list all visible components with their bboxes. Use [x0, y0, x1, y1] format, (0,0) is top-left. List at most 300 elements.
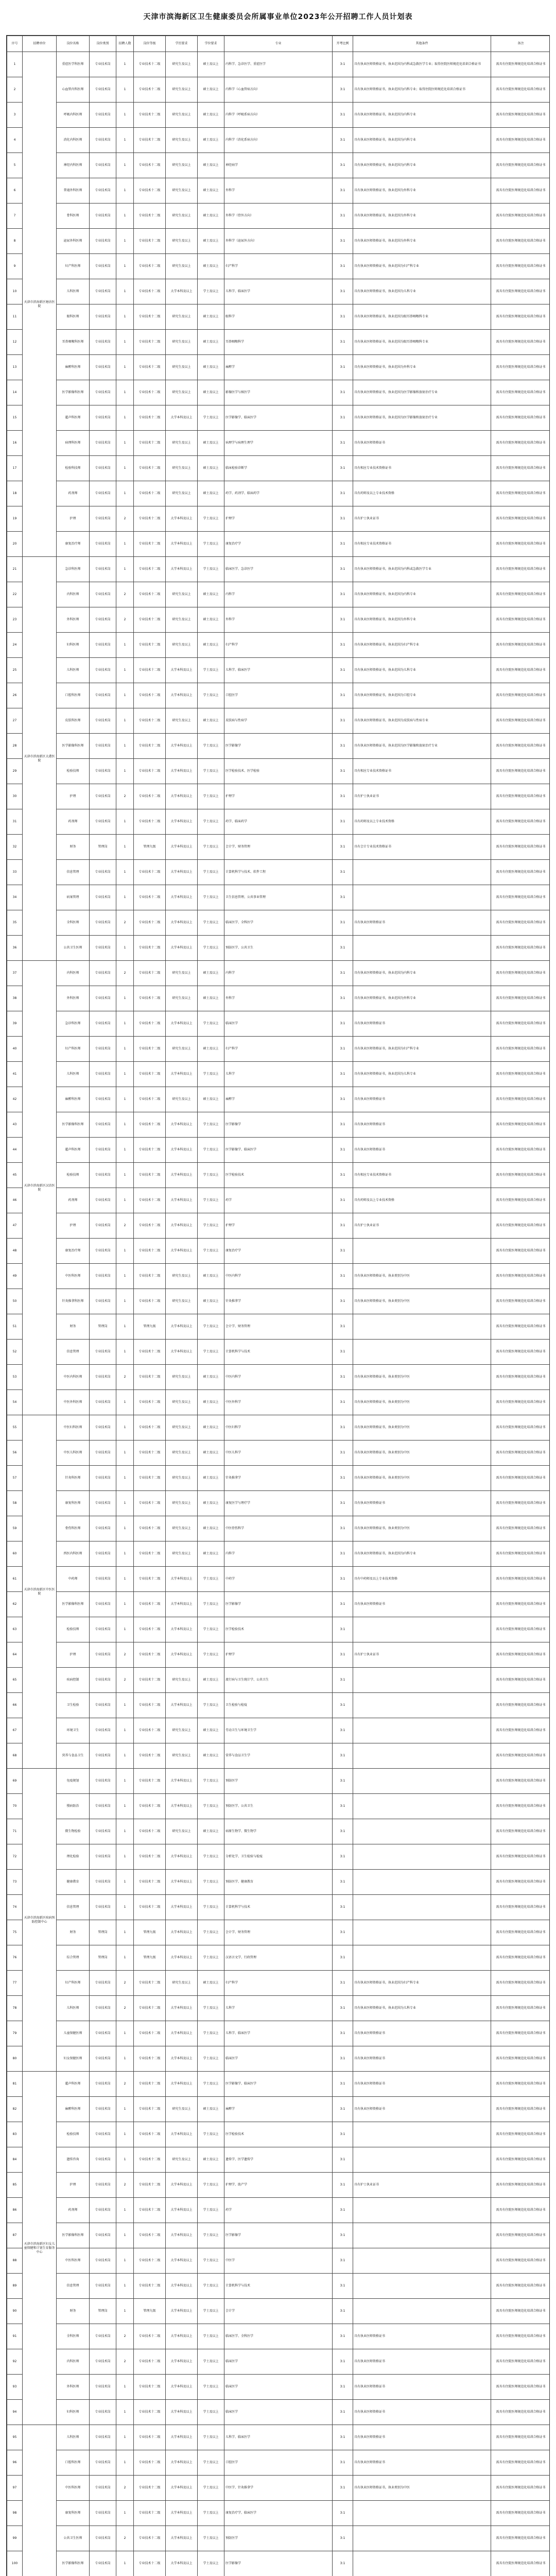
post-type-cell: 专业技术岗 [90, 1491, 116, 1516]
exam-ratio-cell: 3:1 [333, 683, 353, 708]
conditions-cell [353, 2147, 491, 2173]
post-name-cell: 检验技师 [57, 2122, 90, 2147]
row-number-cell: 20 [7, 532, 23, 557]
exam-ratio-cell: 3:1 [333, 1062, 353, 1087]
post-type-cell: 专业技术岗 [90, 2526, 116, 2551]
table-row [7, 2349, 550, 2375]
major-cell: 中医内科学 [224, 1365, 333, 1390]
row-number-cell: 81 [7, 2072, 23, 2097]
conditions-cell [353, 1718, 491, 1743]
conditions-cell: 具有执业医师资格证书，执业范围为儿科专业 [353, 1062, 491, 1087]
post-level-cell: 专业技术十二级 [134, 1011, 166, 1037]
post-type-cell: 专业技术岗 [90, 809, 116, 835]
post-name-cell: 药剂师 [57, 809, 90, 835]
table-row [7, 128, 550, 153]
headcount-cell: 1 [116, 1491, 134, 1516]
conditions-cell: 具有执业医师资格证书，执业类别为中医 [353, 1365, 491, 1390]
degree-cell: 硕士及以上 [198, 431, 224, 456]
exam-ratio-cell: 3:1 [333, 1264, 353, 1289]
post-type-cell: 专业技术岗 [90, 658, 116, 683]
exam-ratio-cell: 3:1 [333, 2551, 353, 2576]
remarks-cell: 需具有住院医师规范化培训合格证书 [491, 355, 550, 380]
education-cell: 大学本科及以上 [166, 1617, 198, 1642]
remarks-cell: 需具有住院医师规范化培训合格证书 [491, 2299, 550, 2324]
row-number-cell: 90 [7, 2299, 23, 2324]
post-type-cell: 专业技术岗 [90, 1541, 116, 1567]
headcount-cell: 1 [116, 1340, 134, 1365]
post-type-cell: 专业技术岗 [90, 2551, 116, 2576]
table-row [7, 1264, 550, 1289]
row-number-cell: 91 [7, 2324, 23, 2349]
row-number-cell: 67 [7, 1718, 23, 1743]
headcount-cell: 1 [116, 304, 134, 330]
row-number-cell: 6 [7, 178, 23, 204]
table-row [7, 2425, 550, 2450]
major-cell: 中药学 [224, 1567, 333, 1592]
degree-cell: 硕士及以上 [198, 1466, 224, 1491]
post-type-cell: 专业技术岗 [90, 380, 116, 405]
remarks-cell: 需具有住院医师规范化培训合格证书 [491, 1996, 550, 2021]
headcount-cell: 1 [116, 254, 134, 279]
exam-ratio-cell: 3:1 [333, 1011, 353, 1037]
post-level-cell: 专业技术十二级 [134, 2147, 166, 2173]
post-level-cell: 管理九级 [134, 1920, 166, 1945]
major-cell: 中医学 [224, 2248, 333, 2274]
exam-ratio-cell: 3:1 [333, 658, 353, 683]
post-level-cell: 专业技术十二级 [134, 1340, 166, 1365]
remarks-cell: 需具有住院医师规范化培训合格证书 [491, 2349, 550, 2375]
table-row [7, 986, 550, 1011]
remarks-cell: 需具有住院医师规范化培训合格证书 [491, 658, 550, 683]
headcount-cell: 1 [116, 355, 134, 380]
row-number-cell: 12 [7, 330, 23, 355]
degree-cell: 学士及以上 [198, 1213, 224, 1239]
exam-ratio-cell: 3:1 [333, 633, 353, 658]
exam-ratio-cell: 3:1 [333, 582, 353, 607]
post-level-cell: 专业技术十二级 [134, 103, 166, 128]
post-level-cell: 专业技术十二级 [134, 405, 166, 431]
post-name-cell: 病理科医师 [57, 431, 90, 456]
exam-ratio-cell: 3:1 [333, 2122, 353, 2147]
major-cell: 汉语言文学、行政管理 [224, 1945, 333, 1971]
conditions-cell: 具有执业医师资格证书，执业范围为口腔专业 [353, 683, 491, 708]
degree-cell: 学士及以上 [198, 784, 224, 809]
post-level-cell: 专业技术十二级 [134, 2501, 166, 2526]
degree-cell: 学士及以上 [198, 1567, 224, 1592]
remarks-cell: 需具有住院医师规范化培训合格证书 [491, 1945, 550, 1971]
post-type-cell: 专业技术岗 [90, 431, 116, 456]
degree-cell: 硕士及以上 [198, 2097, 224, 2122]
exam-ratio-cell: 3:1 [333, 405, 353, 431]
table-row [7, 103, 550, 128]
post-level-cell: 专业技术十二级 [134, 809, 166, 835]
conditions-cell: 具有护士执业证书 [353, 506, 491, 532]
post-type-cell: 专业技术岗 [90, 936, 116, 961]
headcount-cell: 2 [116, 1642, 134, 1668]
education-cell: 大学本科及以上 [166, 1592, 198, 1617]
post-level-cell: 管理九级 [134, 1314, 166, 1340]
headcount-cell: 1 [116, 734, 134, 759]
education-cell: 大学本科及以上 [166, 1112, 198, 1138]
table-row [7, 1289, 550, 1314]
exam-ratio-cell: 3:1 [333, 1920, 353, 1945]
table-row [7, 784, 550, 809]
exam-ratio-cell: 3:1 [333, 532, 353, 557]
degree-cell: 硕士及以上 [198, 1415, 224, 1440]
row-number-cell: 17 [7, 456, 23, 481]
post-type-cell: 专业技术岗 [90, 910, 116, 936]
degree-cell: 学士及以上 [198, 2551, 224, 2576]
education-cell: 研究生及以上 [166, 1718, 198, 1743]
remarks-cell: 需具有住院医师规范化培训合格证书 [491, 961, 550, 986]
exam-ratio-cell: 3:1 [333, 2299, 353, 2324]
table-row [7, 708, 550, 734]
major-cell: 儿科学 [224, 1062, 333, 1087]
headcount-cell: 1 [116, 1794, 134, 1819]
table-row [7, 835, 550, 860]
post-name-cell: 中医科医师 [57, 2248, 90, 2274]
row-number-cell: 1 [7, 52, 23, 77]
remarks-cell: 需具有住院医师规范化培训合格证书 [491, 506, 550, 532]
post-name-cell: 财务 [57, 1920, 90, 1945]
conditions-cell: 具有执业医师资格证书，执业范围为妇产科专业 [353, 633, 491, 658]
education-cell: 研究生及以上 [166, 1743, 198, 1769]
major-cell: 卫生检验与检疫 [224, 1693, 333, 1718]
table-row [7, 52, 550, 77]
conditions-cell: 具有执业医师资格证书，执业范围为妇产科专业 [353, 1037, 491, 1062]
education-cell: 大学本科及以上 [166, 1895, 198, 1920]
row-number-cell: 11 [7, 304, 23, 330]
major-cell: 口腔医学 [224, 2450, 333, 2476]
degree-cell: 硕士及以上 [198, 1264, 224, 1289]
table-row [7, 1440, 550, 1466]
conditions-cell [353, 1844, 491, 1870]
headcount-cell: 1 [116, 1516, 134, 1541]
row-number-cell: 68 [7, 1743, 23, 1769]
post-level-cell: 专业技术十二级 [134, 1996, 166, 2021]
table-body [7, 52, 550, 2576]
headcount-cell: 1 [116, 1188, 134, 1213]
conditions-cell: 具有执业医师资格证书，执业范围为外科专业 [353, 204, 491, 229]
education-cell: 研究生及以上 [166, 1819, 198, 1844]
post-level-cell: 专业技术十二级 [134, 532, 166, 557]
education-cell: 大学本科及以上 [166, 658, 198, 683]
headcount-cell: 2 [116, 2072, 134, 2097]
major-cell: 病理学与病理生理学 [224, 431, 333, 456]
education-cell: 大学本科及以上 [166, 2274, 198, 2299]
education-cell: 大学本科及以上 [166, 2501, 198, 2526]
education-cell: 大学本科及以上 [166, 2450, 198, 2476]
education-cell: 大学本科及以上 [166, 532, 198, 557]
exam-ratio-cell: 3:1 [333, 2476, 353, 2501]
post-name-cell: 针灸科医师 [57, 1466, 90, 1491]
post-name-cell: 儿童保健医师 [57, 2021, 90, 2046]
degree-cell: 学士及以上 [198, 1239, 224, 1264]
education-cell: 大学本科及以上 [166, 1996, 198, 2021]
conditions-cell: 具有执业医师资格证书 [353, 910, 491, 936]
post-level-cell: 专业技术十二级 [134, 52, 166, 77]
degree-cell: 学士及以上 [198, 2122, 224, 2147]
row-number-cell: 43 [7, 1112, 23, 1138]
post-type-cell: 专业技术岗 [90, 77, 116, 103]
post-name-cell: 外科医师 [57, 607, 90, 633]
headcount-cell: 1 [116, 809, 134, 835]
degree-cell: 学士及以上 [198, 1163, 224, 1188]
row-number-cell: 59 [7, 1516, 23, 1541]
headcount-cell: 1 [116, 178, 134, 204]
major-cell: 儿科学 [224, 1996, 333, 2021]
post-level-cell: 专业技术十二级 [134, 178, 166, 204]
headcount-cell: 1 [116, 708, 134, 734]
table-row [7, 2400, 550, 2425]
post-level-cell: 管理九级 [134, 1945, 166, 1971]
conditions-cell [353, 1668, 491, 1693]
exam-ratio-cell: 3:1 [333, 1491, 353, 1516]
headcount-cell: 1 [116, 204, 134, 229]
degree-cell: 学士及以上 [198, 1314, 224, 1340]
education-cell: 研究生及以上 [166, 1466, 198, 1491]
education-cell: 研究生及以上 [166, 254, 198, 279]
post-type-cell: 专业技术岗 [90, 1289, 116, 1314]
exam-ratio-cell: 3:1 [333, 607, 353, 633]
conditions-cell: 具有护士执业证书 [353, 1642, 491, 1668]
headcount-cell: 2 [116, 784, 134, 809]
major-cell: 会计学、财务管理 [224, 1314, 333, 1340]
post-level-cell: 专业技术十二级 [134, 1870, 166, 1895]
remarks-cell: 需具有住院医师规范化培训合格证书 [491, 1819, 550, 1844]
education-cell: 大学本科及以上 [166, 860, 198, 885]
post-name-cell: 检验技师 [57, 1163, 90, 1188]
education-cell: 研究生及以上 [166, 1516, 198, 1541]
degree-cell: 硕士及以上 [198, 582, 224, 607]
major-cell: 分析化学、卫生检验与检疫 [224, 1844, 333, 1870]
major-cell: 临床医学 [224, 2046, 333, 2072]
conditions-cell [353, 860, 491, 885]
education-cell: 研究生及以上 [166, 1491, 198, 1516]
post-type-cell: 专业技术岗 [90, 1138, 116, 1163]
conditions-cell: 具有执业医师资格证书，执业范围为儿科专业 [353, 279, 491, 304]
remarks-cell: 需具有住院医师规范化培训合格证书 [491, 885, 550, 910]
education-cell: 大学本科及以上 [166, 936, 198, 961]
remarks-cell: 需具有住院医师规范化培训合格证书 [491, 1794, 550, 1819]
row-number-cell: 31 [7, 809, 23, 835]
table-row [7, 1769, 550, 1794]
post-type-cell: 管理岗 [90, 835, 116, 860]
headcount-cell: 1 [116, 557, 134, 582]
exam-ratio-cell: 3:1 [333, 1037, 353, 1062]
table-row [7, 178, 550, 204]
row-number-cell: 76 [7, 1945, 23, 1971]
post-name-cell: 公共卫生医师 [57, 2526, 90, 2551]
conditions-cell [353, 1769, 491, 1794]
recruiting-unit-cell: 天津市滨海新区大港医院 [23, 557, 57, 961]
exam-ratio-cell: 3:1 [333, 2097, 353, 2122]
table-row [7, 1087, 550, 1112]
post-name-cell: 药剂师 [57, 2198, 90, 2223]
headcount-cell: 1 [116, 2122, 134, 2147]
post-level-cell: 专业技术十二级 [134, 204, 166, 229]
education-cell: 研究生及以上 [166, 481, 198, 506]
post-type-cell: 专业技术岗 [90, 254, 116, 279]
conditions-cell: 具有执业医师资格证书，执业范围为眼耳鼻咽喉科专业 [353, 330, 491, 355]
post-type-cell: 专业技术岗 [90, 304, 116, 330]
headcount-cell: 2 [116, 2476, 134, 2501]
post-type-cell: 专业技术岗 [90, 1390, 116, 1415]
conditions-cell: 具有执业医师资格证书 [353, 2400, 491, 2425]
post-type-cell: 专业技术岗 [90, 2476, 116, 2501]
post-name-cell: 中医内科医师 [57, 1365, 90, 1390]
headcount-cell: 2 [116, 1668, 134, 1693]
conditions-cell: 具有执业医师资格证书 [353, 2072, 491, 2097]
row-number-cell: 83 [7, 2122, 23, 2147]
remarks-cell: 需具有住院医师规范化培训合格证书 [491, 1895, 550, 1920]
table-row [7, 1415, 550, 1440]
post-type-cell: 专业技术岗 [90, 582, 116, 607]
remarks-cell: 需具有住院医师规范化培训合格证书 [491, 431, 550, 456]
table-row [7, 355, 550, 380]
post-level-cell: 专业技术十二级 [134, 1592, 166, 1617]
table-row [7, 1668, 550, 1693]
table-row [7, 1390, 550, 1415]
headcount-cell: 1 [116, 1264, 134, 1289]
row-number-cell: 77 [7, 1971, 23, 1996]
major-cell: 中医儿科学 [224, 1440, 333, 1466]
post-type-cell: 专业技术岗 [90, 1037, 116, 1062]
major-cell: 流行病与卫生统计学、公共卫生 [224, 1668, 333, 1693]
post-level-cell: 专业技术十二级 [134, 1642, 166, 1668]
degree-cell: 学士及以上 [198, 658, 224, 683]
degree-cell: 硕士及以上 [198, 229, 224, 254]
post-name-cell: 西医内科医师 [57, 1541, 90, 1567]
post-type-cell: 专业技术岗 [90, 961, 116, 986]
conditions-cell: 具有执业医师资格证书，执业类别为中医 [353, 2476, 491, 2501]
headcount-cell: 1 [116, 936, 134, 961]
remarks-cell: 需具有住院医师规范化培训合格证书 [491, 1415, 550, 1440]
post-level-cell: 专业技术十二级 [134, 2349, 166, 2375]
degree-cell: 硕士及以上 [198, 1087, 224, 1112]
major-cell: 预防医学、健康教育 [224, 1870, 333, 1895]
conditions-cell [353, 1895, 491, 1920]
table-row [7, 330, 550, 355]
conditions-cell [353, 1945, 491, 1971]
headcount-cell: 1 [116, 52, 134, 77]
conditions-cell: 具有执业医师资格证书，执业类别为中医 [353, 1440, 491, 1466]
post-level-cell: 专业技术十二级 [134, 658, 166, 683]
degree-cell: 硕士及以上 [198, 961, 224, 986]
degree-cell: 硕士及以上 [198, 633, 224, 658]
remarks-cell: 需具有住院医师规范化培训合格证书 [491, 1491, 550, 1516]
education-cell: 大学本科及以上 [166, 2349, 198, 2375]
headcount-cell: 1 [116, 380, 134, 405]
row-number-cell: 24 [7, 633, 23, 658]
remarks-cell: 需具有住院医师规范化培训合格证书 [491, 1365, 550, 1390]
recruiting-unit-cell: 天津市滨海新区妇女儿童保健和计划生育服务中心 [23, 2072, 57, 2425]
exam-ratio-cell: 3:1 [333, 178, 353, 204]
post-type-cell: 专业技术岗 [90, 734, 116, 759]
post-name-cell: 外科医师 [57, 2375, 90, 2400]
conditions-cell [353, 1920, 491, 1945]
post-name-cell: 财务 [57, 1314, 90, 1340]
exam-ratio-cell: 3:1 [333, 1541, 353, 1567]
post-level-cell: 专业技术十二级 [134, 1516, 166, 1541]
major-cell: 医学影像学、临床医学 [224, 1138, 333, 1163]
conditions-cell: 具有执业医师资格证书，执业范围为皮肤病与性病专业 [353, 708, 491, 734]
post-level-cell: 专业技术十二级 [134, 2072, 166, 2097]
remarks-cell: 需具有住院医师规范化培训合格证书 [491, 809, 550, 835]
table-row [7, 1971, 550, 1996]
major-cell: 药学 [224, 2198, 333, 2223]
major-cell: 遗传学、医学遗传学 [224, 2147, 333, 2173]
major-cell: 康复治疗学 [224, 532, 333, 557]
row-number-cell: 71 [7, 1819, 23, 1844]
exam-ratio-cell: 3:1 [333, 1592, 353, 1617]
headcount-cell: 1 [116, 1567, 134, 1592]
exam-ratio-cell: 3:1 [333, 304, 353, 330]
post-name-cell: 口腔科医师 [57, 683, 90, 708]
header-cell: 岗位名称 [57, 36, 90, 52]
education-cell: 研究生及以上 [166, 77, 198, 103]
table-row [7, 2097, 550, 2122]
headcount-cell: 1 [116, 1592, 134, 1617]
post-name-cell: 全科医师 [57, 2324, 90, 2349]
degree-cell: 学士及以上 [198, 2299, 224, 2324]
table-row [7, 2476, 550, 2501]
exam-ratio-cell: 3:1 [333, 2526, 353, 2551]
major-cell: 计算机科学与技术、软件工程 [224, 860, 333, 885]
row-number-cell: 14 [7, 380, 23, 405]
row-number-cell: 22 [7, 582, 23, 607]
post-level-cell: 专业技术十二级 [134, 279, 166, 304]
major-cell: 会计学 [224, 2299, 333, 2324]
remarks-cell: 需具有住院医师规范化培训合格证书 [491, 2021, 550, 2046]
degree-cell: 学士及以上 [198, 405, 224, 431]
post-level-cell: 专业技术十二级 [134, 1264, 166, 1289]
post-level-cell: 专业技术十二级 [134, 2021, 166, 2046]
education-cell: 大学本科及以上 [166, 1239, 198, 1264]
education-cell: 研究生及以上 [166, 2097, 198, 2122]
education-cell: 研究生及以上 [166, 986, 198, 1011]
row-number-cell: 15 [7, 405, 23, 431]
post-level-cell: 专业技术十二级 [134, 1718, 166, 1743]
education-cell: 大学本科及以上 [166, 2122, 198, 2147]
education-cell: 大学本科及以上 [166, 1920, 198, 1945]
post-name-cell: 病案管理 [57, 885, 90, 910]
header-cell: 岗位类别 [90, 36, 116, 52]
degree-cell: 学士及以上 [198, 1895, 224, 1920]
row-number-cell: 64 [7, 1642, 23, 1668]
remarks-cell: 需具有住院医师规范化培训合格证书 [491, 1112, 550, 1138]
post-type-cell: 专业技术岗 [90, 1895, 116, 1920]
table-row [7, 2450, 550, 2476]
headcount-cell: 2 [116, 1971, 134, 1996]
post-type-cell: 专业技术岗 [90, 1466, 116, 1491]
row-number-cell: 18 [7, 481, 23, 506]
conditions-cell: 具有执业医师资格证书，执业类别为中医 [353, 1390, 491, 1415]
conditions-cell: 具有执业医师资格证书，执业范围为儿科专业 [353, 658, 491, 683]
row-number-cell: 7 [7, 204, 23, 229]
conditions-cell [353, 2122, 491, 2147]
table-row [7, 481, 550, 506]
exam-ratio-cell: 3:1 [333, 734, 353, 759]
remarks-cell: 需具有住院医师规范化培训合格证书 [491, 153, 550, 178]
post-type-cell: 专业技术岗 [90, 986, 116, 1011]
degree-cell: 学士及以上 [198, 2501, 224, 2526]
post-type-cell: 专业技术岗 [90, 506, 116, 532]
degree-cell: 硕士及以上 [198, 1718, 224, 1743]
remarks-cell: 需具有住院医师规范化培训合格证书 [491, 683, 550, 708]
post-name-cell: 眼科医师 [57, 304, 90, 330]
major-cell: 医学检验技术 [224, 1617, 333, 1642]
